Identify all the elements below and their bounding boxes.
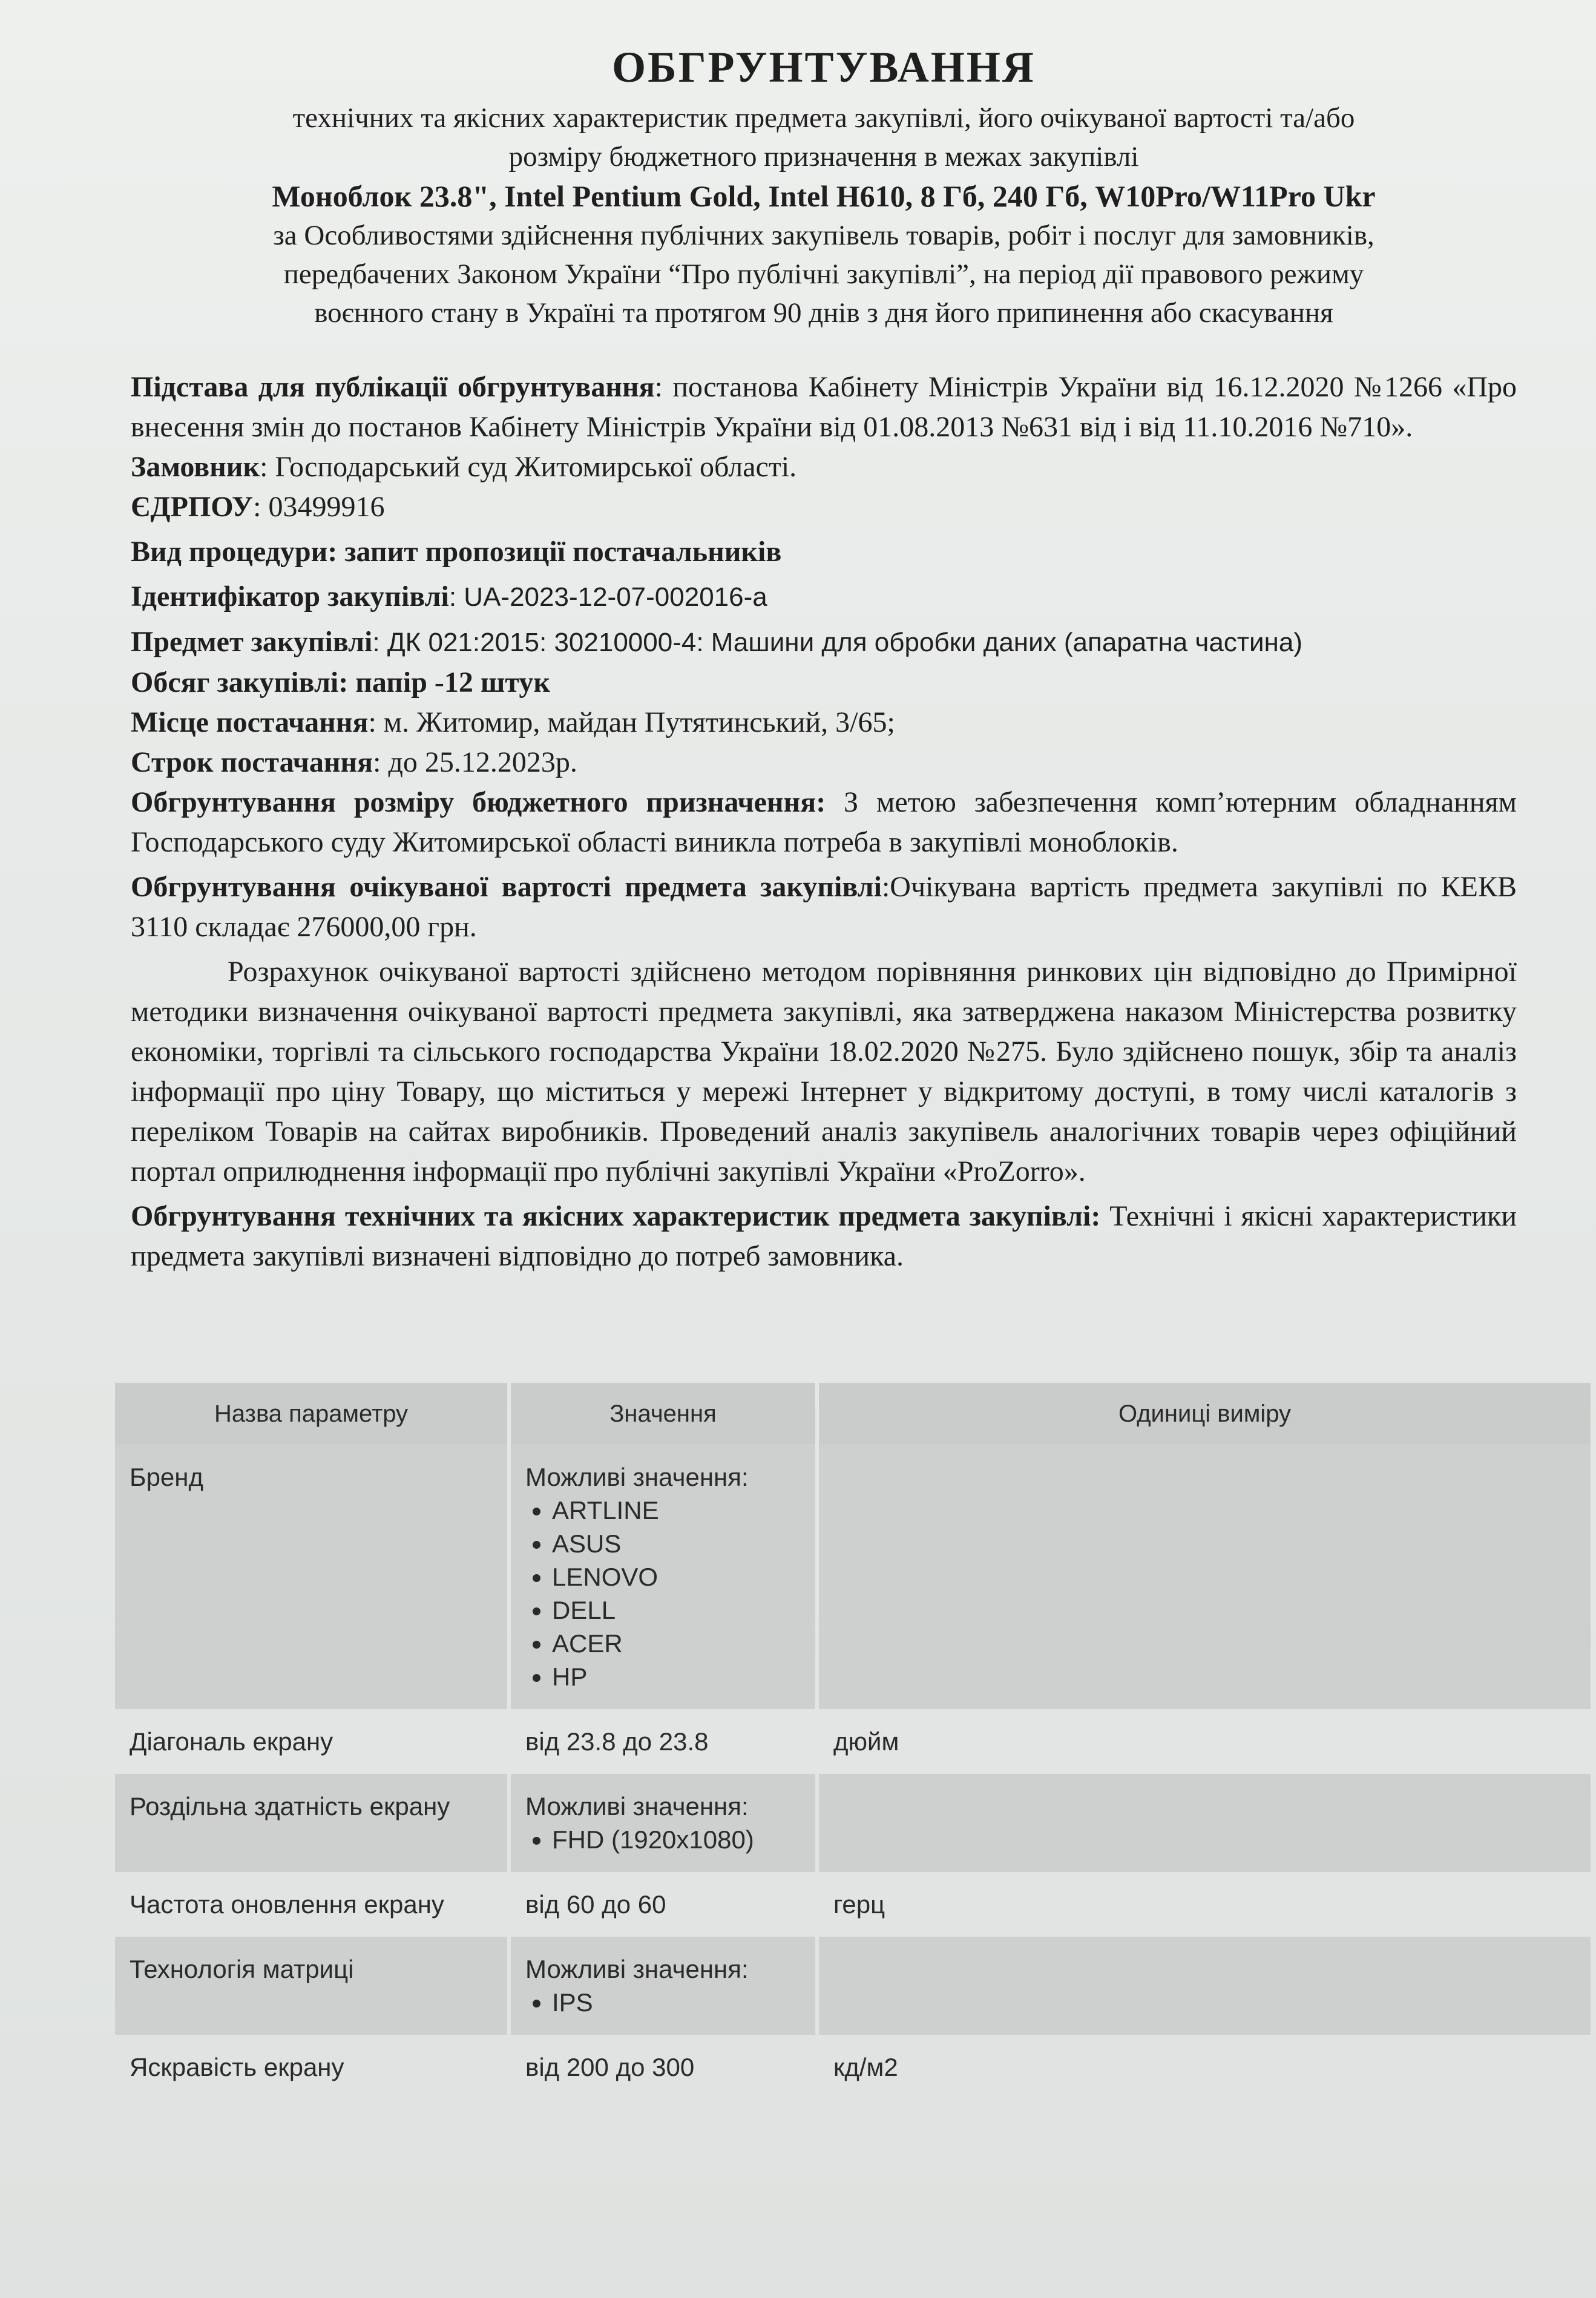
list-item: • ASUS [552,1527,801,1560]
field-label: Підстава для публікації обгрунтування [131,371,655,403]
value-cell [511,1937,815,2035]
procurement-subject [131,622,1517,663]
unit-cell: герц [833,1890,885,1919]
calculation-paragraph: Розрахунок очікуваної вартості здійснено методом порівняння ринкових цін відповідно до Примірної методики визначення очікуваної вартості предмета закупівлі, яка затверджена наказом Міністерства розвитку економіки, торгівлі та сільського господарства України 18.02.2020 №275. Було здійснено пошук, збір та аналіз інформації про ціну Товару, що міститься у мережі Інтернет у відкритому доступі, в тому числі каталогів з переліком Товарів на сайтах виробників. Проведений аналіз закупівель аналогічних товарів через офіційний портал оприлюднення інформації про публічні закупівлі України «ProZorro». [131,956,1517,1187]
technical-justification [131,1197,1517,1276]
column-header-value: Значення [511,1383,815,1445]
delivery-place [131,703,1517,743]
table-header-row [115,1383,1591,1445]
table-row [115,1872,1591,1937]
value-text: Можливі значення: [525,1955,749,1983]
field-label: Предмет закупівлі [131,626,373,658]
field-value: : ДК 021:2015: 30210000-4: Машини для обробки даних (апаратна частина) [372,628,1302,657]
value-list [525,1986,801,2019]
value-text: Можливі значення: [525,1463,749,1491]
list-item: • IPS [552,1986,801,2019]
table-row [115,1774,1591,1872]
unit-cell [819,1445,1591,1709]
legal-basis-line: воєнного стану в Україні та протягом 90 днів з дня його припинення або скасування [314,297,1333,329]
unit-cell [819,1774,1591,1872]
field-value: : постанова Кабінету Міністрів України від 16.12.2020 №1266 «Про внесення змін до постанов Кабінету Міністрів України від 01.08.2013 №631 від і від 11.10.2016 №710». [131,371,1517,443]
field-label: ЄДРПОУ [131,491,254,523]
field-value: :Очікувана вартість предмета закупівлі по КЕКВ 3110 складає 276000,00 грн. [131,871,1517,943]
value-cell: від 23.8 до 23.8 [525,1727,709,1756]
field-value: З метою забезпечення комп’ютерним обладнанням Господарського суду Житомирської області виникла потреба в закупівлі моноблоків. [131,786,1517,858]
field-label: Обсяг закупівлі: [131,666,349,698]
field-value: Технічні і якісні характеристики предмета закупівлі визначені відповідно до потреб замовника. [131,1200,1517,1272]
unit-cell: дюйм [833,1727,899,1756]
field-value: : м. Житомир, майдан Путятинський, 3/65; [368,706,895,738]
document-body [131,42,1517,1276]
edrpou [131,487,1517,527]
field-label: Обгрунтування технічних та якісних характеристик предмета закупівлі: [131,1200,1101,1232]
table-row [115,1709,1591,1774]
field-value: : до 25.12.2023р. [373,746,577,778]
value-cell [511,1445,815,1709]
procedure-type [131,532,1517,572]
budget-justification [131,783,1517,862]
delivery-term [131,743,1517,783]
value-cell: від 60 до 60 [525,1890,666,1919]
field-value: папір -12 штук [348,666,551,698]
document-title: ОБГРУНТУВАННЯ [612,43,1036,91]
table-row [115,1445,1591,1709]
value-cell [511,1774,815,1872]
column-header-unit: Одиниці виміру [819,1383,1591,1445]
column-header-parameter: Назва параметру [115,1383,507,1445]
table-row [115,2035,1591,2099]
value-list [525,1823,801,1856]
procurement-item-title: Моноблок 23.8", Intel Pentium Gold, Intel H610, 8 Гб, 240 Гб, W10Pro/W11Pro Ukr [272,179,1376,213]
list-item: • DELL [552,1594,801,1627]
unit-cell [819,1937,1591,2035]
field-label: Ідентифікатор закупівлі [131,580,449,612]
field-label: Обгрунтування розміру бюджетного призначення: [131,786,826,818]
field-value: : 03499916 [253,491,385,523]
legal-basis-line: за Особливостями здійснення публічних закупівель товарів, робіт і послуг для замовників, [273,220,1374,251]
procurement-id [131,577,1517,617]
customer [131,447,1517,487]
expected-cost-justification [131,867,1517,947]
field-value: : UA-2023-12-07-002016-a [448,582,767,612]
list-item: • ARTLINE [552,1494,801,1527]
field-value: : запит пропозиції постачальників [327,536,782,568]
value-cell: від 200 до 300 [525,2053,695,2081]
field-label: Обгрунтування очікуваної вартості предмета закупівлі [131,871,882,903]
subtitle-line: технічних та якісних характеристик предмета закупівлі, його очікуваної вартості та/або [292,102,1355,134]
list-item: • HP [552,1660,801,1693]
value-list [525,1494,801,1693]
subtitle-line: розміру бюджетного призначення в межах закупівлі [508,141,1139,172]
list-item: • FHD (1920x1080) [552,1823,801,1856]
unit-cell: кд/м2 [833,2053,898,2081]
field-label: Замовник [131,451,260,483]
list-item: • LENOVO [552,1560,801,1594]
param-cell: Яскравість екрану [130,2053,344,2081]
specification-table [111,1383,1594,2099]
publication-basis [131,367,1517,447]
field-label: Вид процедури [131,536,328,568]
legal-basis-line: передбачених Законом України “Про публічні закупівлі”, на період дії правового режиму [283,258,1364,290]
param-cell: Бренд [115,1445,507,1709]
field-label: Місце постачання [131,706,369,738]
param-cell: Частота оновлення екрану [130,1890,444,1919]
field-label: Строк постачання [131,746,373,778]
param-cell: Діагональ екрану [130,1727,333,1756]
param-cell: Технологія матриці [115,1937,507,2035]
table-row [115,1937,1591,2035]
param-cell: Роздільна здатність екрану [115,1774,507,1872]
list-item: • ACER [552,1627,801,1660]
field-value: : Господарський суд Житомирської області. [260,451,797,483]
procurement-volume [131,663,1517,703]
value-text: Можливі значення: [525,1792,749,1820]
